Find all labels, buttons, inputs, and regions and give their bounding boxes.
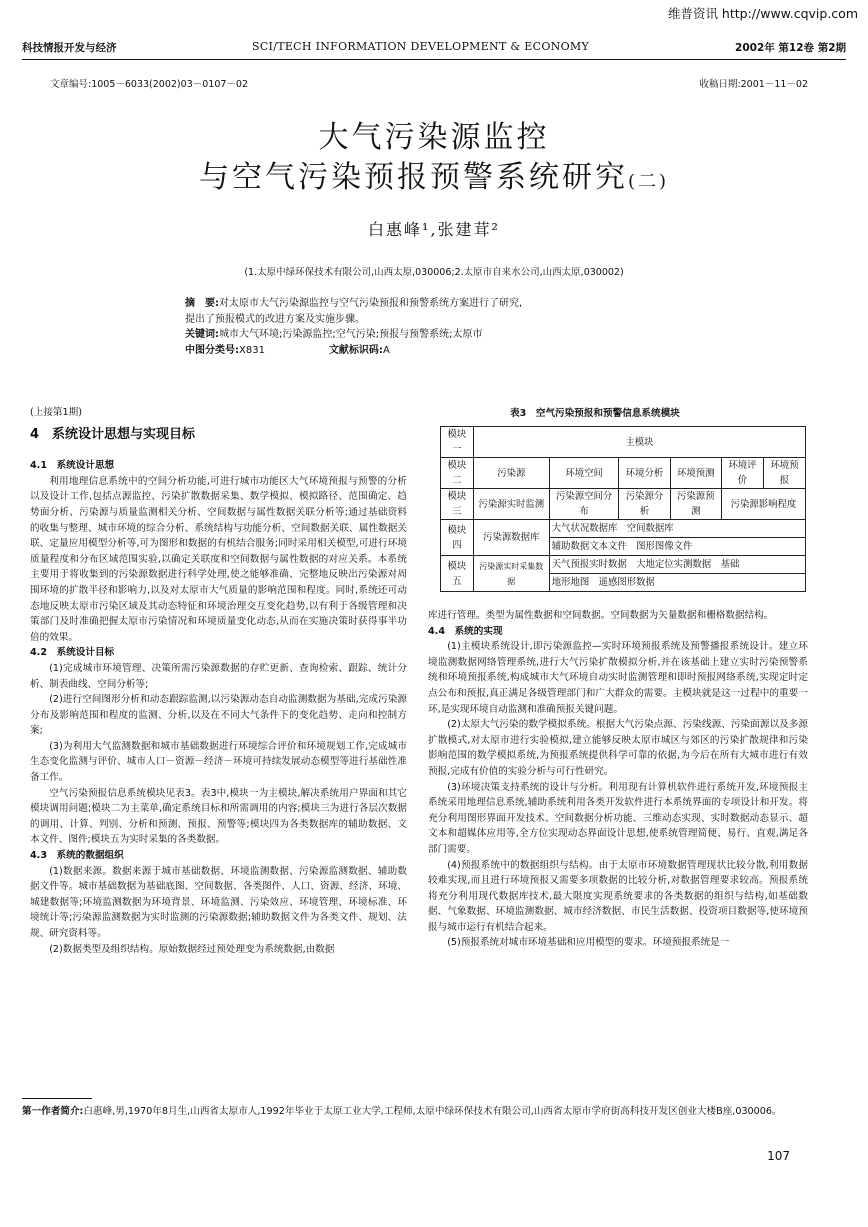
abstract-text-2: 提出了预报模式的改进方案及实施步骤。 bbox=[185, 313, 365, 325]
table-cell: 环境空间 bbox=[549, 458, 619, 489]
doc-code-label: 文献标识码: bbox=[328, 344, 383, 356]
keywords: 城市大气环境;污染源监控;空气污染;预报与预警系统;太原市 bbox=[219, 329, 483, 340]
module-label: 模块二 bbox=[441, 458, 474, 489]
title-line-2-text: 与空气污染预报预警系统研究 bbox=[198, 160, 628, 195]
paragraph: (3)为利用大气监测数据和城市基础数据进行环境综合评价和环境规划工作,完成城市生态变化监测与评价、城市人口－资源－经济－环境可持续发展动态模型等进行基础性准备工作。 bbox=[30, 740, 407, 784]
abstract-label: 摘 要: bbox=[185, 298, 219, 309]
title-line-2 bbox=[0, 152, 868, 196]
doc-code: A bbox=[382, 344, 390, 356]
paragraph: (1)数据来源。数据来源于城市基础数据、环境监测数据、污染源监测数据、辅助数据文件等。城市基础数据为基础底图、空间数据、各类图件、人口、资源、经济、环境、城建数据等;环境监测数据为环境背景、环境监测、污染效应、环境管理、环境标准、环境统计等;污染源监测数据为实时监测的污染源数据;辅助数据文件为各类文件、规划、法规、研究资料等。 bbox=[30, 865, 407, 939]
section-4-heading: 4 系统设计思想与实现目标 bbox=[30, 426, 196, 442]
continuation-note: (上接第1期) bbox=[30, 407, 82, 418]
section-4-2-heading: 4.2 系统设计目标 bbox=[30, 647, 115, 659]
table-cell: 污染源数据库 bbox=[473, 520, 549, 556]
journal-name-cn: 科技情报开发与经济 bbox=[22, 42, 117, 54]
table-cell: 大气状况数据库 空间数据库 bbox=[549, 520, 805, 538]
paragraph: (4)预报系统中的数据组织与结构。由于太原市环境数据管理现状比较分散,利用数据较难实现,而且进行环境预报又需要多项数据的比较分析,对数据管理要求较高。预报系统将充分利用现代数据库技术,最大限度实现系统要求的各类数据的组织与结构,如基础数据、气象数据、环境监测数据、城市经济数据、市民生活数据、投资项目数据等,使环境预报与城市运行有机结合起来。 bbox=[428, 859, 808, 933]
paragraph: 库进行管理。类型为属性数据和空间数据。空间数据为矢量数据和栅格数据结构。 bbox=[428, 610, 774, 621]
section-4-1-heading: 4.1 系统设计思想 bbox=[30, 460, 115, 472]
table-cell: 环境预测 bbox=[670, 458, 721, 489]
keywords-label: 关键词: bbox=[185, 329, 219, 340]
right-column bbox=[428, 608, 808, 951]
table-cell: 主模块 bbox=[473, 427, 805, 458]
section-4-4-heading: 4.4 系统的实现 bbox=[428, 625, 503, 637]
title-part: (二) bbox=[627, 171, 670, 192]
table-cell: 天气预报实时数据 大地定位实测数据 基础 bbox=[549, 556, 805, 574]
table-cell: 污染源实时采集数据 bbox=[473, 556, 549, 592]
paragraph: (1)完成城市环境管理、决策所需污染源数据的存贮更新、查询检索、跟踪、统计分析、制表曲线、空间分析等; bbox=[30, 662, 407, 690]
journal-name-en: SCI/TECH INFORMATION DEVELOPMENT & ECONOMY bbox=[252, 40, 590, 53]
paragraph: (2)太原大气污染的数学模拟系统。根据大气污染点源、污染线源、污染面源以及多源扩散模式,对太原市进行实验模拟,建立能够反映太原市城区与郊区的污染扩散规律和污染影响范围的数学模拟系统,为预报系统提供科学可靠的依据,为今后在所有大城市进行有效预报,完成有价值的实验分析与可行性研究。 bbox=[428, 719, 808, 777]
table-cell: 污染源影响程度 bbox=[721, 489, 805, 520]
table-row bbox=[441, 458, 806, 489]
table-cell: 环境评价 bbox=[721, 458, 763, 489]
table-row bbox=[441, 520, 806, 538]
table-row bbox=[441, 556, 806, 574]
table-cell: 污染源实时监测 bbox=[473, 489, 549, 520]
paragraph: (5)预报系统对城市环境基础和应用模型的要求。环境预报系统是一 bbox=[447, 937, 730, 949]
module-label: 模块三 bbox=[441, 489, 474, 520]
table-cell: 污染源分析 bbox=[619, 489, 670, 520]
received-date: 收稿日期:2001－11－02 bbox=[699, 79, 808, 90]
clc-number: X831 bbox=[239, 344, 265, 356]
paragraph: 利用地理信息系统中的空间分析功能,可进行城市功能区大气环境预报与预警的分析以及设计工作,包括点源监控、污染扩散数据采集、数学模拟、模拟路径、范围确定、趋势面分析、污染源与质量监测相关分析、空间数据与属性数据关联分析等;通过基础资料的收集与整理、城市环境的综合分析、系统结构与功能分析、空间数据关联、属性数据关联、定量应用模型分析等,可为图形和数据的有机结合服务;同时采用相关模型,可进行环境质量程度和分布区域范围实验,以确定关联度和空间数据与属性数据的对应关系。本系统主要用于将收集到的污染源数据进行科学处理,使之能够准确、完整地反映出污染源对周围环境的扩散半径和影响力,以及对太原市大气质量的影响范围和程度。同时,系统还可动态地反映太原市污染区域及其动态特征和环境治理交互变化趋势,以有利于各级管理和决策部门及时准确把握太原市污染情况和环境质量变化动态,从而在实施决策时获得事半功倍的效果。 bbox=[30, 475, 407, 643]
header-rule bbox=[22, 59, 846, 60]
issue-info: 2002年 第12卷 第2期 bbox=[735, 42, 846, 54]
table-cell: 地形地图 遥感图形数据 bbox=[549, 574, 805, 592]
paragraph: (2)数据类型及组织结构。原始数据经过预处理变为系统数据,由数据 bbox=[49, 943, 335, 955]
table-cell: 污染源空间分布 bbox=[549, 489, 619, 520]
abstract bbox=[185, 296, 705, 358]
table-cell: 环境预报 bbox=[763, 458, 805, 489]
watermark: 维普资讯 http://www.cqvip.com bbox=[667, 6, 858, 21]
footnote-label: 第一作者简介: bbox=[22, 1106, 84, 1117]
running-header bbox=[22, 37, 846, 57]
paragraph: 空气污染预报信息系统模块见表3。表3中,模块一为主模块,解决系统用户界面和其它模块调用问题;模块二为主菜单,确定系统目标和所需调用的内容;模块三为进行各层次数据的调用、计算、判别、分析和预测、预报、预警等;模块四为各类数据库的辅助数据、文本文件、图件;模块五为实时采集的各类数据。 bbox=[30, 787, 407, 846]
paragraph: (2)进行空间图形分析和动态跟踪监测,以污染源动态自动监测数据为基础,完成污染源分布及影响范围和程度的监测、分析,以及在不同大气条件下的变化趋势、走向和控制方案; bbox=[30, 694, 407, 737]
modules-table bbox=[440, 426, 806, 592]
paragraph: (1)主模块系统设计,即污染源监控—实时环境预报系统及预警播报系统设计。建立环境监测数据网络管理系统,进行大气污染扩散模拟分析,并在该基础上建立实时污染预警系统和环境预报系统,构成城市大气环境自动实时监测管理和即时预报网络系统,实现定时定点公布和预报,真正满足各级管理部门和广大群众的需要。主模块就是这一过程中的重要一环,是实现环境自动监测和准确预报关键问题。 bbox=[428, 641, 808, 715]
footnote-text: 白惠峰,男,1970年8月生,山西省太原市人,1992年毕业于太原工业大学,工程师,太原中绿环保技术有限公司,山西省太原市学府街高科技开发区创业大楼B座,030006。 bbox=[83, 1106, 782, 1117]
module-label: 模块四 bbox=[441, 520, 474, 556]
table-row bbox=[441, 489, 806, 520]
affiliation: (1.太原中绿环保技术有限公司,山西太原,030006;2.太原市自来水公司,山西太原,030002) bbox=[244, 267, 624, 278]
abstract-text-1: 对太原市大气污染源监控与空气污染预报和预警系统方案进行了研究, bbox=[219, 298, 523, 309]
table-cell: 污染源预测 bbox=[670, 489, 721, 520]
page-number: 107 bbox=[767, 1149, 790, 1163]
title-line-1: 大气污染源监控 bbox=[318, 120, 550, 155]
authors: 白惠峰¹,张建茸² bbox=[368, 220, 500, 239]
left-column bbox=[30, 405, 407, 957]
article-number: 文章编号:1005－6033(2002)03－0107－02 bbox=[50, 79, 248, 90]
footnote bbox=[22, 1104, 842, 1120]
table-cell: 污染源 bbox=[473, 458, 549, 489]
paragraph: (3)环境决策支持系统的设计与分析。利用现有计算机软件进行系统开发,环境预报主系统采用地理信息系统,辅助系统利用各类开发软件进行本系统界面的专项设计和开发。将充分利用图形界面开发技术、空间数据分析功能、三维动态实现、实时数据动态显示、超文本和超媒体应用等,全方位实现动态界面设计思想,使系统管理简便、易行、直观,满足各部门需要。 bbox=[428, 781, 808, 855]
clc-label: 中图分类号: bbox=[185, 344, 239, 356]
table-cell: 环境分析 bbox=[619, 458, 670, 489]
table-row bbox=[441, 427, 806, 458]
table-cell: 辅助数据文本文件 图形图像文件 bbox=[549, 538, 805, 556]
footnote-rule bbox=[22, 1098, 92, 1099]
module-label: 模块五 bbox=[441, 556, 474, 592]
table-caption: 表3 空气污染预报和预警信息系统模块 bbox=[510, 408, 680, 419]
section-4-3-heading: 4.3 系统的数据组织 bbox=[30, 850, 124, 862]
module-label: 模块一 bbox=[441, 427, 474, 458]
